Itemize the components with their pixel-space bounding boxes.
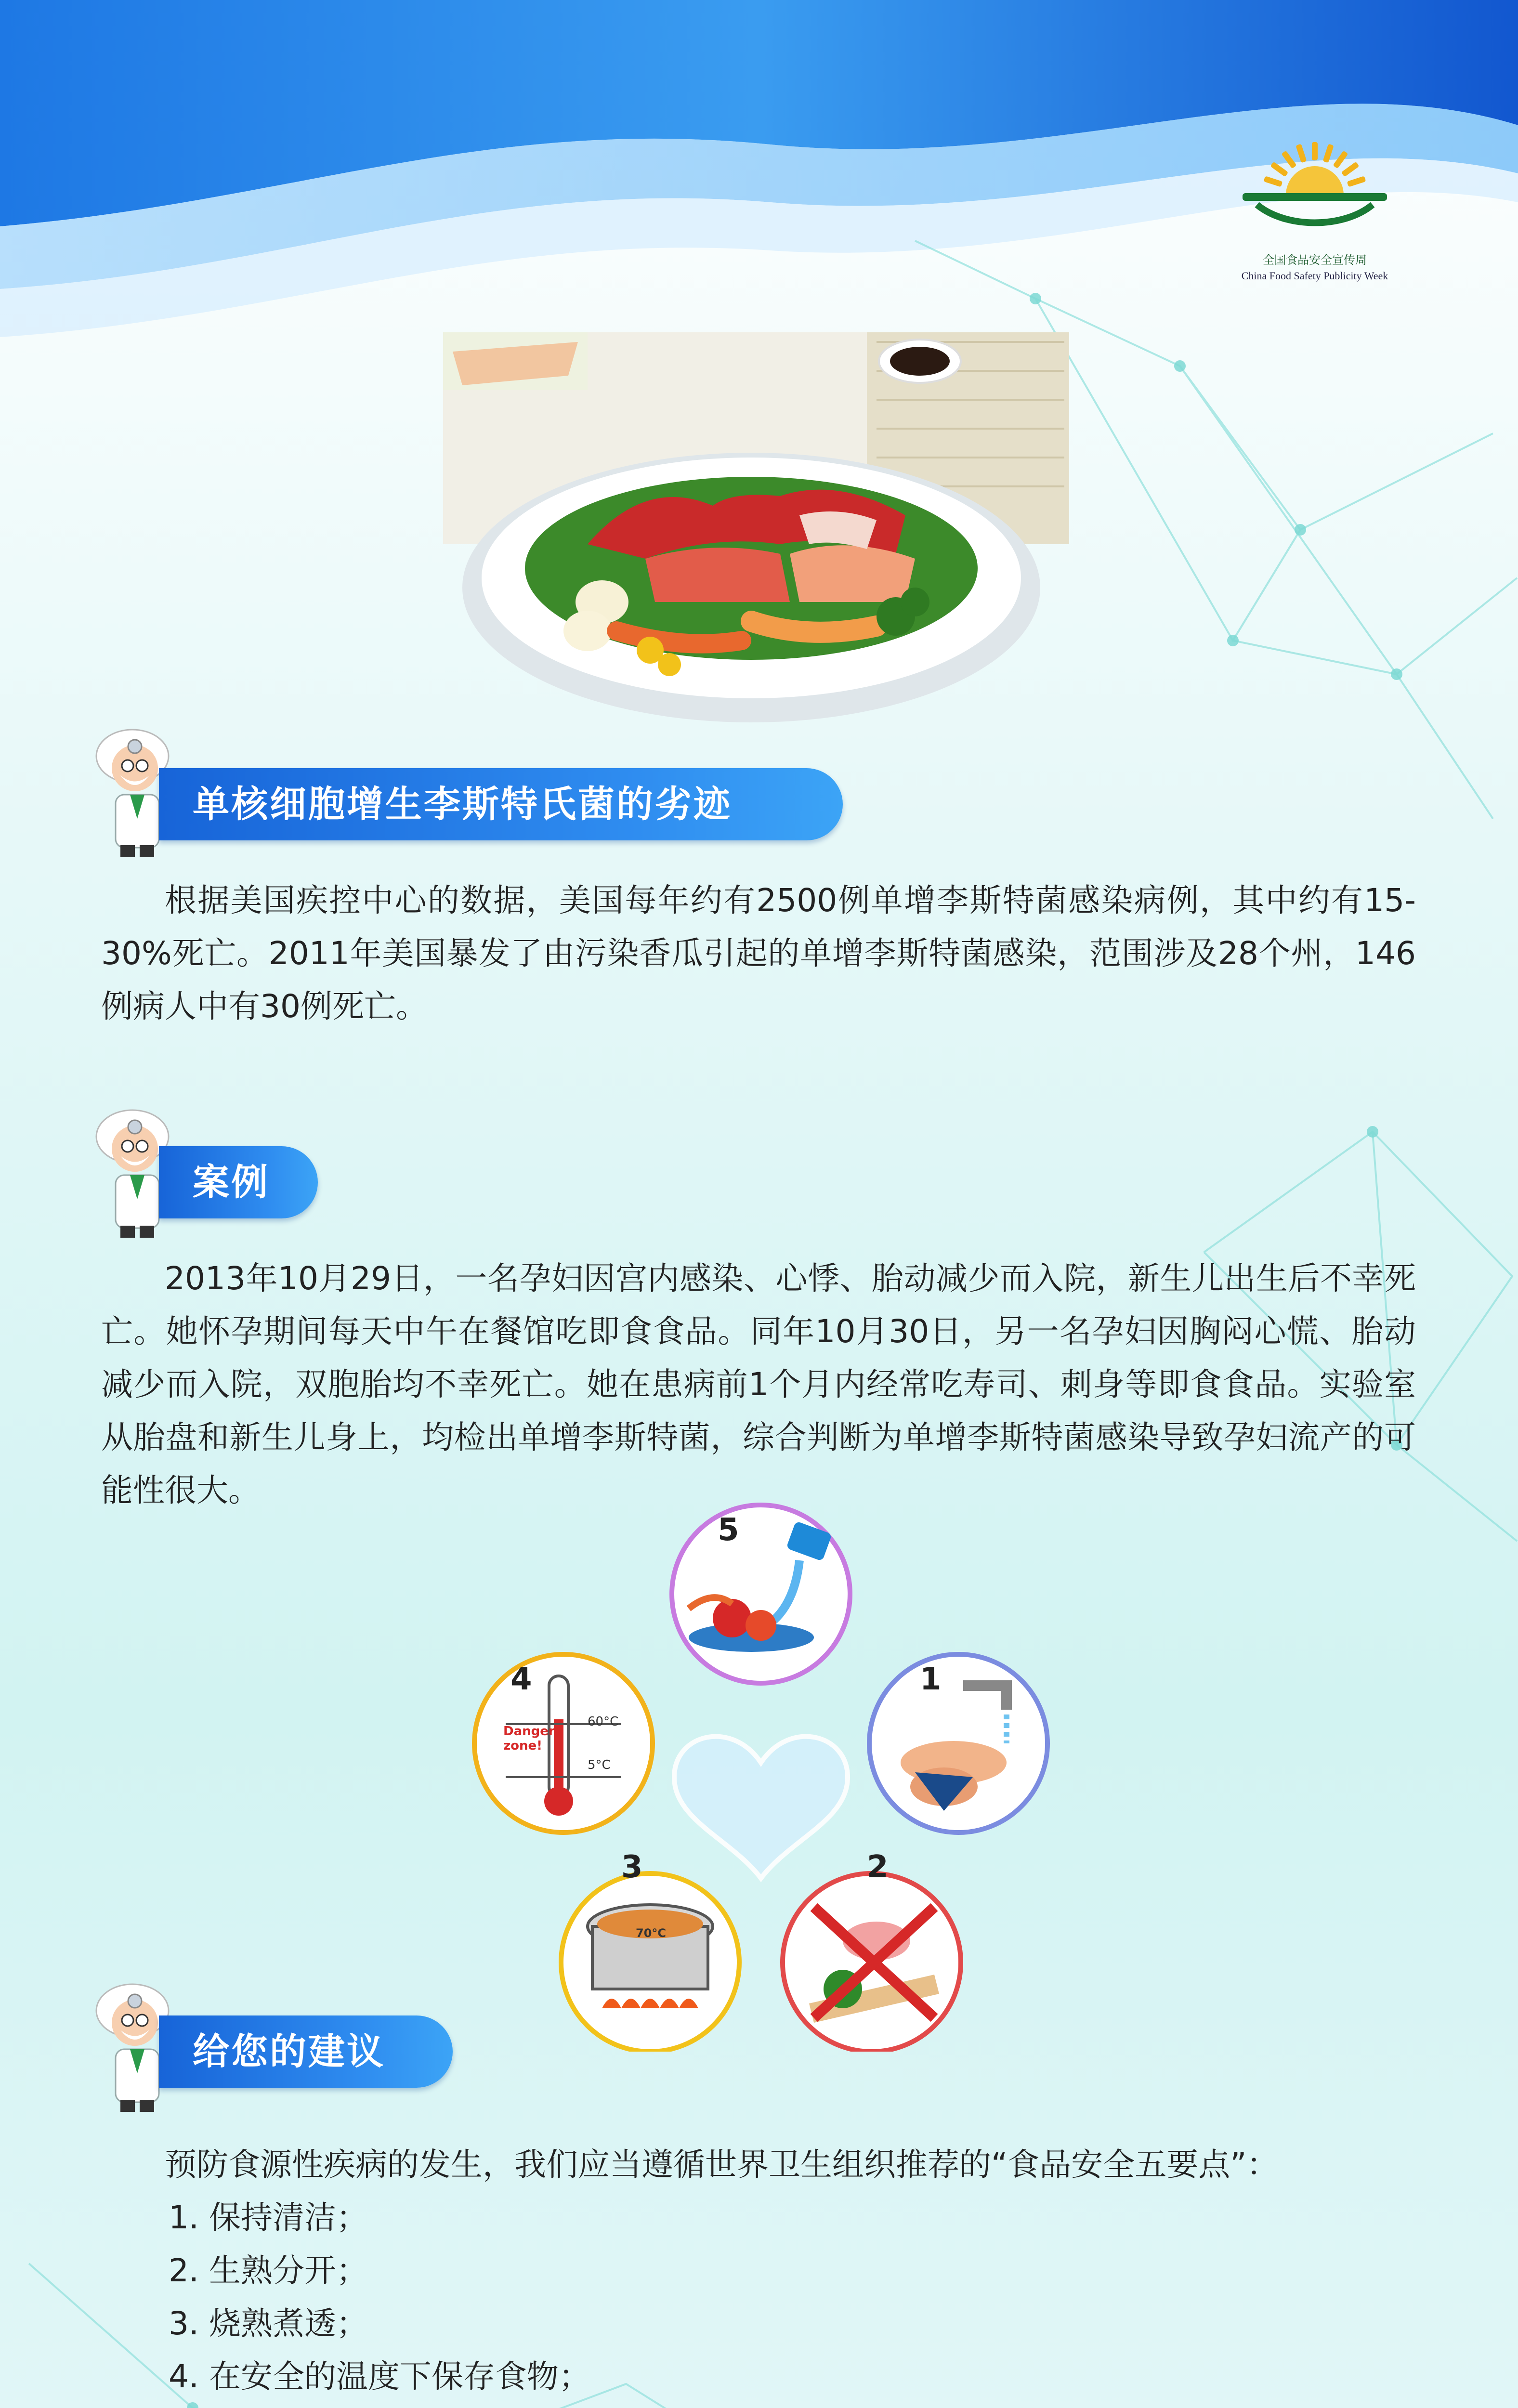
key-5-circle	[672, 1505, 850, 1683]
key-3-temp: 70°C	[636, 1926, 667, 1940]
heart-decoration	[674, 1737, 848, 1878]
sashimi-platter-image	[443, 332, 1069, 732]
section2-paragraph	[101, 1252, 1416, 1517]
section1-paragraph	[101, 874, 1416, 1033]
key-4-danger-label: Danger zone!	[503, 1724, 555, 1753]
logo-title-cn: 全国食品安全宣传周	[1263, 253, 1367, 267]
logo-title-en: China Food Safety Publicity Week	[1241, 270, 1388, 282]
section3-intro: 预防食源性疾病的发生，我们应当遵循世界卫生组织推荐的“食品安全五要点”：	[165, 2146, 1279, 2183]
section-title-case: 案例	[159, 1146, 318, 1218]
section-title-listeria: 单核细胞增生李斯特氏菌的劣迹	[159, 768, 843, 840]
key-2-circle	[783, 1873, 961, 2052]
key-3-circle	[561, 1873, 739, 2052]
key-4-number: 4	[510, 1662, 532, 1697]
key-4-low-temp: 5°C	[588, 1758, 611, 1772]
key-2-number: 2	[867, 1849, 889, 1885]
section2-text: 2013年10月29日，一名孕妇因宫内感染、心悸、胎动减少而入院，新生儿出生后不幸死亡。她怀孕期间每天中午在餐馆吃即食食品。同年10月30日，另一名孕妇因胸闷心慌、胎动减少而入院，双胞胎均不幸死亡。她在患病前1个月内经常吃寿司、刺身等即食食品。实验室从胎盘和新生儿身上，均检出单增李斯特菌，综合判断为单增李斯特菌感染导致孕妇流产的可能性很大。	[101, 1260, 1416, 1509]
key-4-circle	[474, 1654, 653, 1832]
key-1-number: 1	[920, 1662, 942, 1697]
advice-item-2: 2. 生熟分开；	[169, 2252, 368, 2289]
key-3-number: 3	[621, 1849, 643, 1885]
section3-content	[101, 2138, 1416, 2408]
key-1-circle	[869, 1654, 1047, 1832]
key-4-high-temp: 60°C	[588, 1714, 619, 1729]
section1-text: 根据美国疾控中心的数据，美国每年约有2500例单增李斯特菌感染病例，其中约有15-30%死亡。2011年美国暴发了由污染香瓜引起的单增李斯特菌感染，范围涉及28个州，146例病人中有30例死亡。	[101, 882, 1416, 1025]
section-title-advice: 给您的建议	[159, 2015, 453, 2088]
five-keys-illustration	[462, 1493, 1060, 2052]
advice-item-1: 1. 保持清洁；	[169, 2199, 368, 2236]
advice-item-5	[169, 2403, 1416, 2408]
advice-item-4: 4. 在安全的温度下保存食物；	[169, 2358, 590, 2395]
advice-item-3: 3. 烧熟煮透；	[169, 2305, 368, 2342]
key-5-number: 5	[718, 1512, 739, 1548]
